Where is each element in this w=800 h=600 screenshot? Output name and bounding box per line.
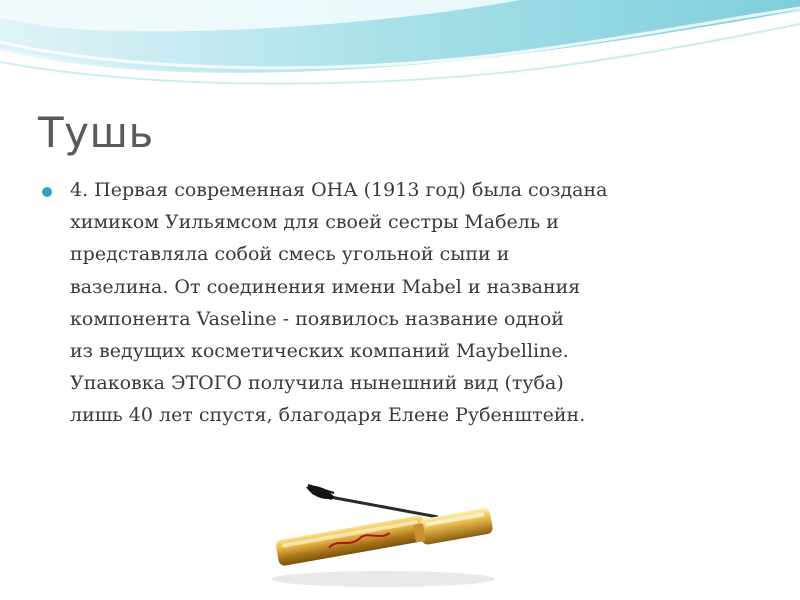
bullet-text [70, 174, 762, 432]
slide-title: Тушь [38, 108, 154, 157]
text-line: 4. Первая современная ОНА (1913 год) была создана [70, 179, 608, 201]
bullet-dot-icon [42, 187, 52, 197]
decorative-waves [0, 0, 800, 100]
text-line: представляла собой смесь угольной сыпи и [70, 243, 510, 266]
mascara-image [268, 457, 500, 591]
text-line: Упаковка ЭТОГО получила нынешний вид (туба) [70, 372, 564, 395]
text-line: компонента Vaseline - появилось название одной [70, 307, 564, 330]
text-line: вазелина. От соединения имени Mabel и названия [70, 275, 581, 298]
text-line: химиком Уильямсом для своей сестры Мабель и [70, 211, 559, 234]
text-line: из ведущих косметических компаний Maybelline. [70, 340, 569, 363]
bullet-item [42, 174, 762, 432]
text-line: лишь 40 лет спустя, благодаря Елене Рубенштейн. [70, 404, 586, 427]
